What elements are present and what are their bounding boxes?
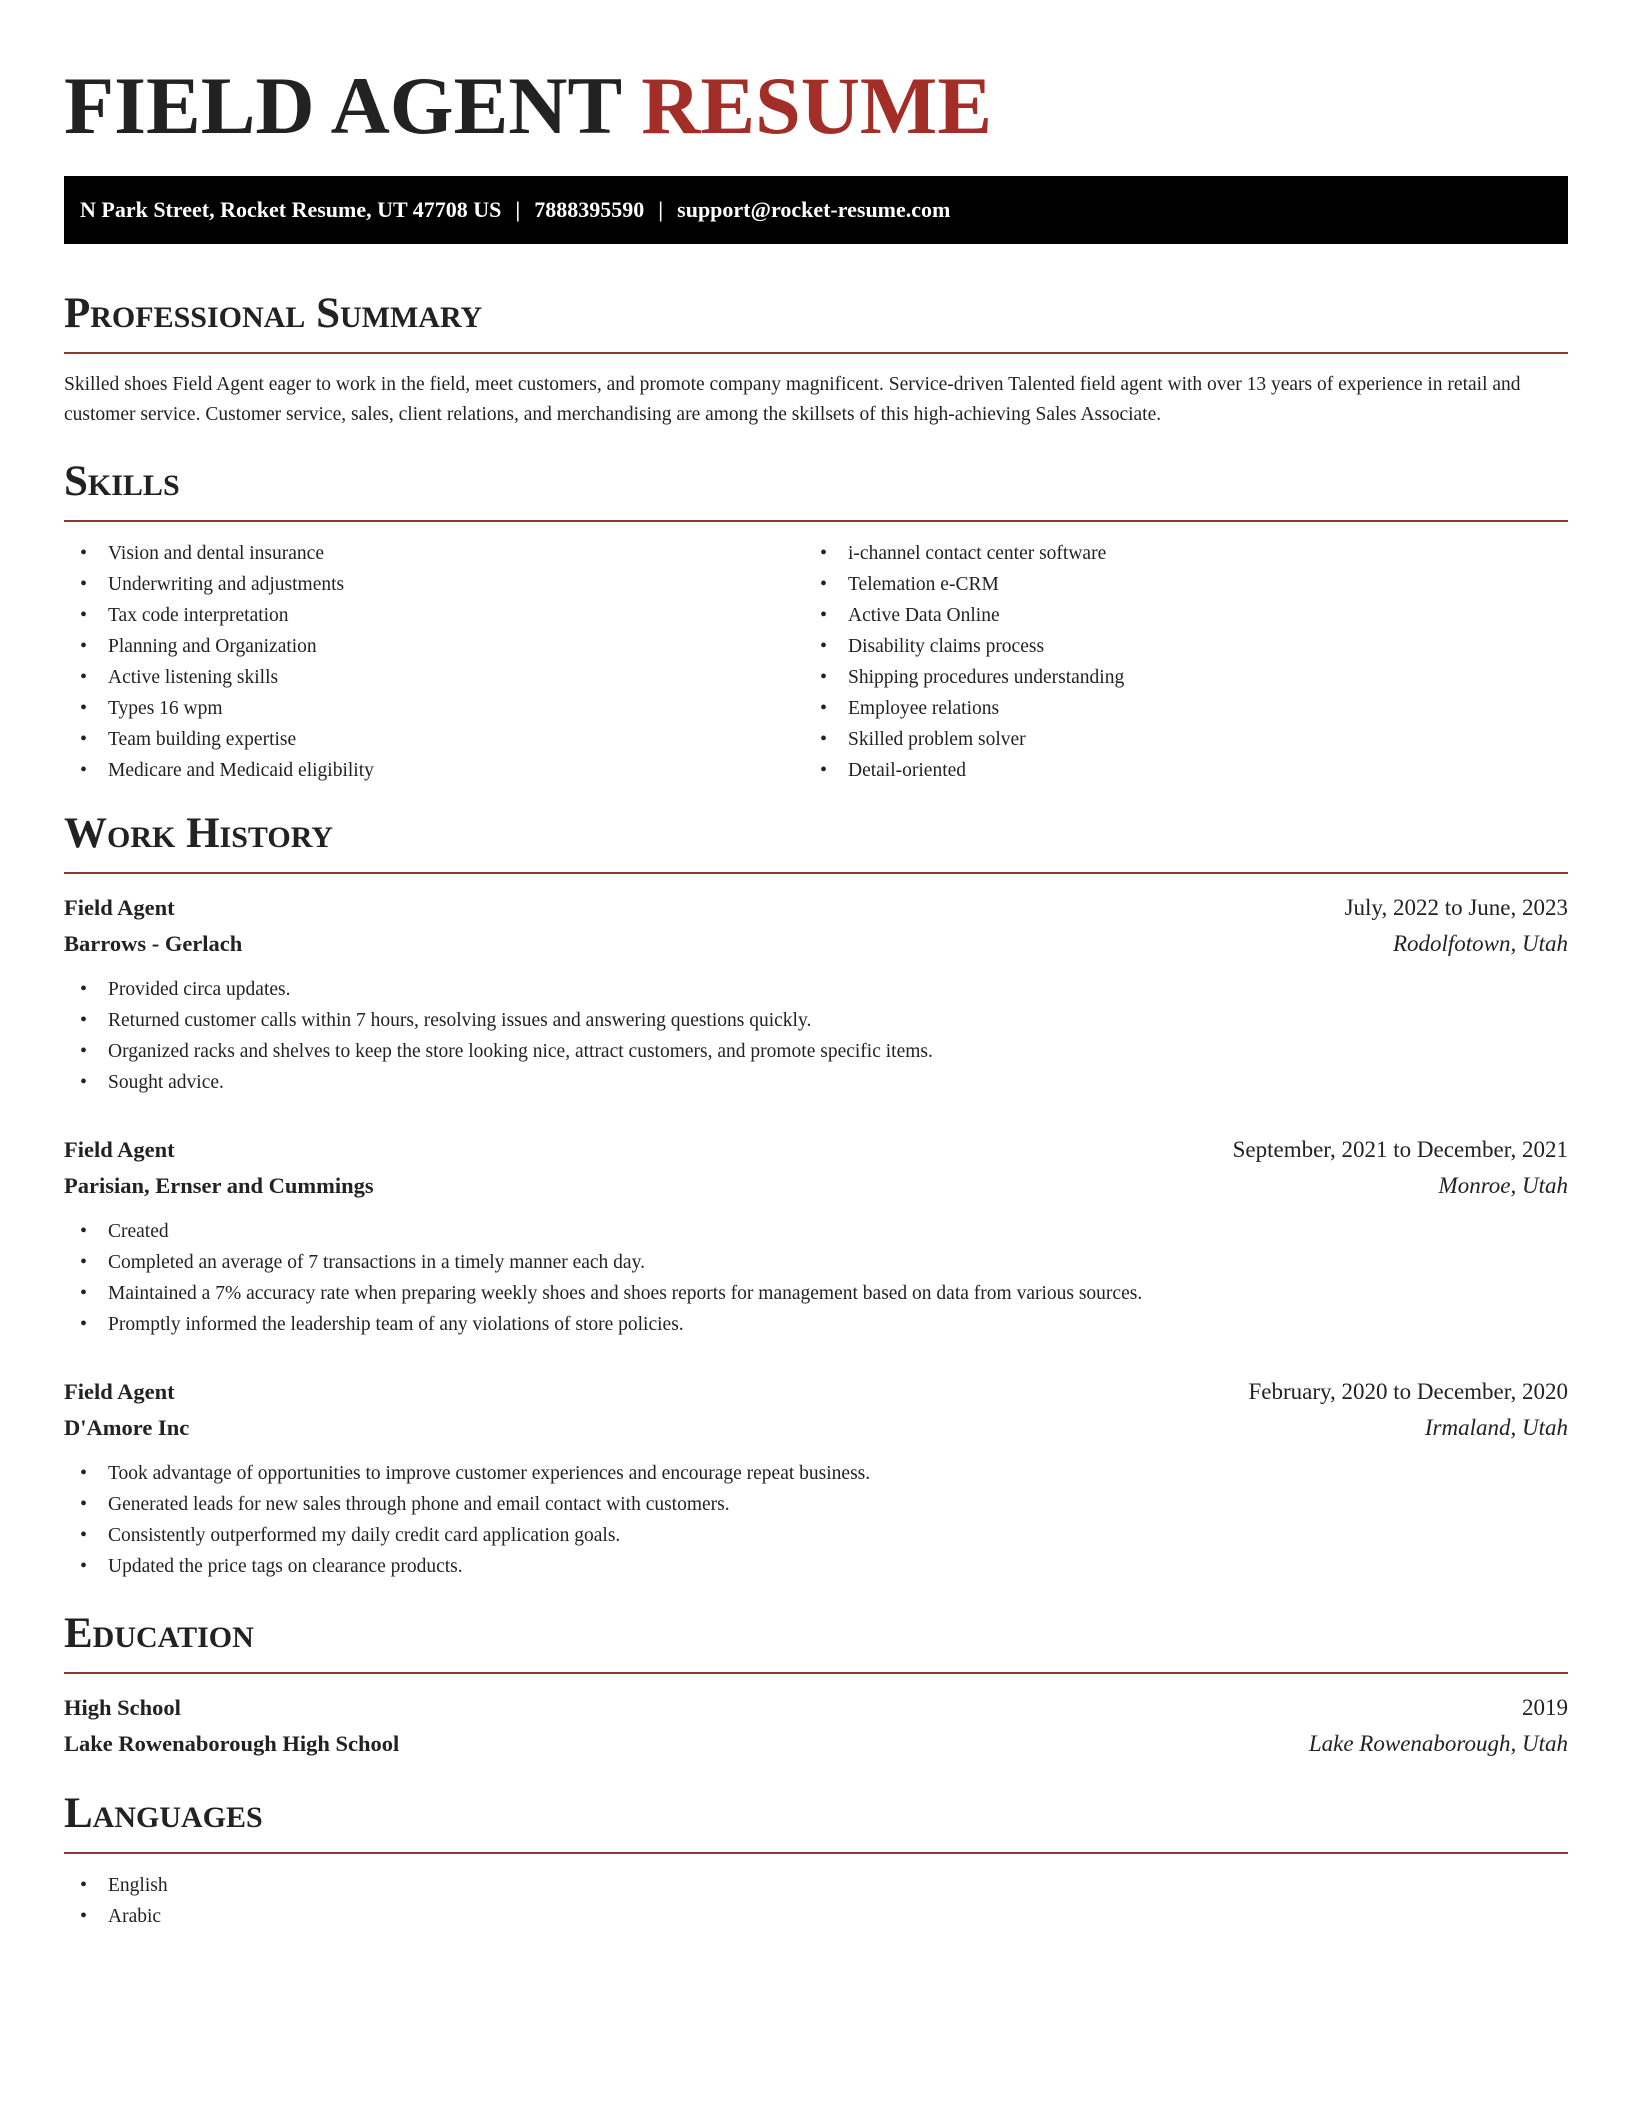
languages-section [64,1788,1568,1932]
job-company: Barrows - Gerlach [64,931,243,956]
skill-item: • i-channel contact center software [804,538,1544,569]
job-dates: September, 2021 to December, 2021 [1232,1137,1568,1162]
section-divider [64,872,1568,874]
contact-separator: | [658,197,664,222]
title-main: FIELD AGENT [64,60,621,151]
skill-item: • Telemation e-CRM [804,569,1544,600]
skill-item: • Employee relations [804,693,1544,724]
contact-phone[interactable]: 7888395590 [534,197,645,222]
education-entry [64,1690,1568,1762]
education-degree: High School [64,1695,181,1720]
job-location: Rodolfotown, Utah [1392,931,1568,956]
job-bullet: • Organized racks and shelves to keep the store looking nice, attract customers, and promote specific items. [64,1036,1568,1067]
section-divider [64,1672,1568,1674]
job-header-row [64,890,1568,926]
section-heading-work: Work History [64,810,333,857]
job-bullet: • Provided circa updates. [64,974,1568,1005]
skill-item: • Skilled problem solver [804,724,1544,755]
job-company-row [64,926,1568,962]
resume-title [64,56,1568,156]
job-company: D'Amore Inc [64,1415,190,1440]
job-dates: February, 2020 to December, 2020 [1248,1379,1568,1404]
job-title: Field Agent [64,1137,175,1162]
job-title: Field Agent [64,1379,175,1404]
education-year: 2019 [1522,1695,1568,1720]
contact-separator: | [515,197,521,222]
skills-columns [64,538,1568,786]
job-bullet: • Created [64,1216,1568,1247]
job-header-row [64,1132,1568,1168]
languages-list [64,1870,1568,1932]
job-bullets [64,1216,1568,1340]
job-company-row [64,1410,1568,1446]
skill-item: • Underwriting and adjustments [64,569,804,600]
contact-email[interactable]: support@rocket-resume.com [677,197,951,222]
title-accent: RESUME [641,60,993,151]
skill-item: • Shipping procedures understanding [804,662,1544,693]
job-bullet: • Promptly informed the leadership team of any violations of store policies. [64,1309,1568,1340]
job-entry [64,1374,1568,1582]
skills-list-right [804,538,1544,786]
job-company-row [64,1168,1568,1204]
education-header-row [64,1690,1568,1726]
skill-item: • Tax code interpretation [64,600,804,631]
summary-section [64,288,1568,430]
skill-item: • Medicare and Medicaid eligibility [64,755,804,786]
skills-list-left [64,538,804,786]
job-company: Parisian, Ernser and Cummings [64,1173,374,1198]
skill-item: • Active Data Online [804,600,1544,631]
job-header-row [64,1374,1568,1410]
skill-item: • Team building expertise [64,724,804,755]
skill-item: • Detail-oriented [804,755,1544,786]
education-section [64,1608,1568,1762]
job-entry [64,890,1568,1098]
job-bullet: • Generated leads for new sales through phone and email contact with customers. [64,1489,1568,1520]
education-school: Lake Rowenaborough High School [64,1731,400,1756]
job-bullet: • Sought advice. [64,1067,1568,1098]
section-heading-education: Education [64,1610,254,1657]
resume-page [64,0,1568,1932]
job-location: Irmaland, Utah [1424,1415,1568,1440]
section-divider [64,352,1568,354]
job-bullets [64,974,1568,1098]
contact-bar [64,176,1568,244]
skills-section [64,456,1568,786]
education-location: Lake Rowenaborough, Utah [1308,1731,1568,1756]
contact-address: N Park Street, Rocket Resume, UT 47708 US [80,197,502,222]
skill-item: • Planning and Organization [64,631,804,662]
work-history-section [64,808,1568,1582]
skill-item: • Active listening skills [64,662,804,693]
section-heading-summary: Professional Summary [64,290,483,337]
job-location: Monroe, Utah [1438,1173,1568,1198]
section-divider [64,1852,1568,1854]
job-entry [64,1132,1568,1340]
language-item: • Arabic [64,1901,1568,1932]
skill-item: • Vision and dental insurance [64,538,804,569]
skill-item: • Disability claims process [804,631,1544,662]
section-heading-languages: Languages [64,1790,263,1837]
education-school-row [64,1726,1568,1762]
job-dates: July, 2022 to June, 2023 [1344,895,1568,920]
job-title: Field Agent [64,895,175,920]
job-bullet: • Completed an average of 7 transactions in a timely manner each day. [64,1247,1568,1278]
job-bullet: • Took advantage of opportunities to improve customer experiences and encourage repeat business. [64,1458,1568,1489]
section-heading-skills: Skills [64,458,180,505]
job-bullet: • Consistently outperformed my daily credit card application goals. [64,1520,1568,1551]
summary-text: Skilled shoes Field Agent eager to work in the field, meet customers, and promote company magnificent. Service-driven Talented field agent with over 13 years of experience in retail and customer service. Customer service, sales, client relations, and merchandising are among the skillsets of this high-achieving Sales Associate. [64,374,1521,425]
job-bullets [64,1458,1568,1582]
job-bullet: • Maintained a 7% accuracy rate when preparing weekly shoes and shoes reports for management based on data from various sources. [64,1278,1568,1309]
skill-item: • Types 16 wpm [64,693,804,724]
language-item: • English [64,1870,1568,1901]
job-bullet: • Returned customer calls within 7 hours, resolving issues and answering questions quickly. [64,1005,1568,1036]
job-bullet: • Updated the price tags on clearance products. [64,1551,1568,1582]
section-divider [64,520,1568,522]
